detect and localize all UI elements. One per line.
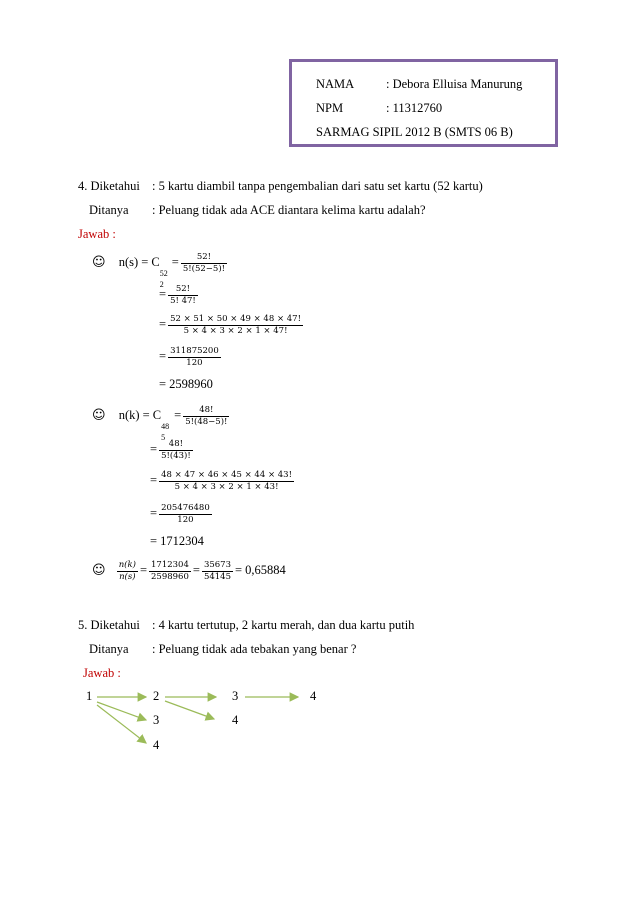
q5-jawab: Jawab :	[83, 666, 121, 680]
ns-result: = 2598960	[159, 377, 213, 391]
arrow-2-4	[165, 701, 214, 719]
tree-node-3b: 3	[153, 713, 160, 727]
q4-ditanya-value: : Peluang tidak ada ACE diantara kelima kartu adalah?	[152, 203, 426, 217]
tree-node-4: 4	[310, 689, 317, 703]
nk-step-3: = $\frac{48 \times 47 \times 46 \times 45 \times 44 \times 43!}{5 \times 4 \times 3 \times 2 \times 1 \times 43!}$	[150, 469, 293, 492]
npm-value: : 11312760	[386, 101, 443, 115]
q5-diketahui-value: : 4 kartu tertutup, 2 kartu merah, dan dua kartu putih	[152, 618, 415, 632]
q4-diketahui-value: : 5 kartu diambil tanpa pengembalian dari satu set kartu (52 kartu)	[152, 179, 483, 193]
q5-diketahui-label: 5. Diketahui	[78, 618, 140, 632]
ns-step-4: = $\frac{311875200}{120}$	[159, 345, 219, 368]
smiley-icon: ☺	[92, 563, 106, 578]
name-label: NAMA	[316, 77, 355, 91]
q5-ditanya-label: Ditanya	[89, 642, 129, 656]
nk-step-2: = $\frac{48!}{5!(43)!}$	[150, 438, 191, 461]
nk-step-4: = $\frac{205476480}{120}$	[150, 502, 210, 525]
probability-result: = 0,65884	[234, 563, 286, 577]
tree-node-2: 2	[153, 689, 160, 703]
q4-jawab: Jawab :	[78, 227, 116, 241]
tree-node-1: 1	[86, 689, 93, 703]
ns-label: n(s) = C	[118, 255, 160, 269]
ns-step-2: = $\frac{52!}{5! 47!}$	[159, 283, 196, 306]
q4-diketahui-label: 4. Diketahui	[78, 179, 140, 193]
class-line: SARMAG SIPIL 2012 B (SMTS 06 B)	[316, 125, 513, 139]
tree-node-4c: 4	[153, 738, 160, 752]
q4-nk-line: ☺ n(k) = C 48 5 = $\frac{48!}{5!(48-5)!}$	[92, 404, 228, 442]
q4-ditanya-label: Ditanya	[89, 203, 129, 217]
smiley-icon: ☺	[92, 255, 106, 270]
npm-label: NPM	[316, 101, 344, 115]
q4-ns-line: ☺ n(s) = C 52 2 = $\frac{52!}{5!(52-5)!}$	[92, 251, 226, 289]
nk-label: n(k) = C	[118, 408, 162, 422]
q4-probability-line: ☺ $\frac{n(k)}{n(s)}$ = $\frac{1712304}{2598960}$ = $\frac{35673}{54145}$ = 0,65884	[92, 559, 286, 582]
name-value: : Debora Elluisa Manurung	[386, 77, 523, 91]
nk-result: = 1712304	[150, 534, 204, 548]
q5-ditanya-value: : Peluang tidak ada tebakan yang benar ?	[152, 642, 357, 656]
tree-node-3: 3	[232, 689, 239, 703]
eq-sign: =	[171, 255, 179, 269]
tree-node-4b: 4	[232, 713, 239, 727]
fraction: $\frac{52!}{5!(52-5)!}$	[182, 251, 226, 274]
ns-step-3: = $\frac{52 \times 51 \times 50 \times 49 \times 48 \times 47!}{5 \times 4 \times 3 \times 2 \times 1 \times 47!}$	[159, 313, 302, 336]
smiley-icon: ☺	[92, 408, 106, 423]
